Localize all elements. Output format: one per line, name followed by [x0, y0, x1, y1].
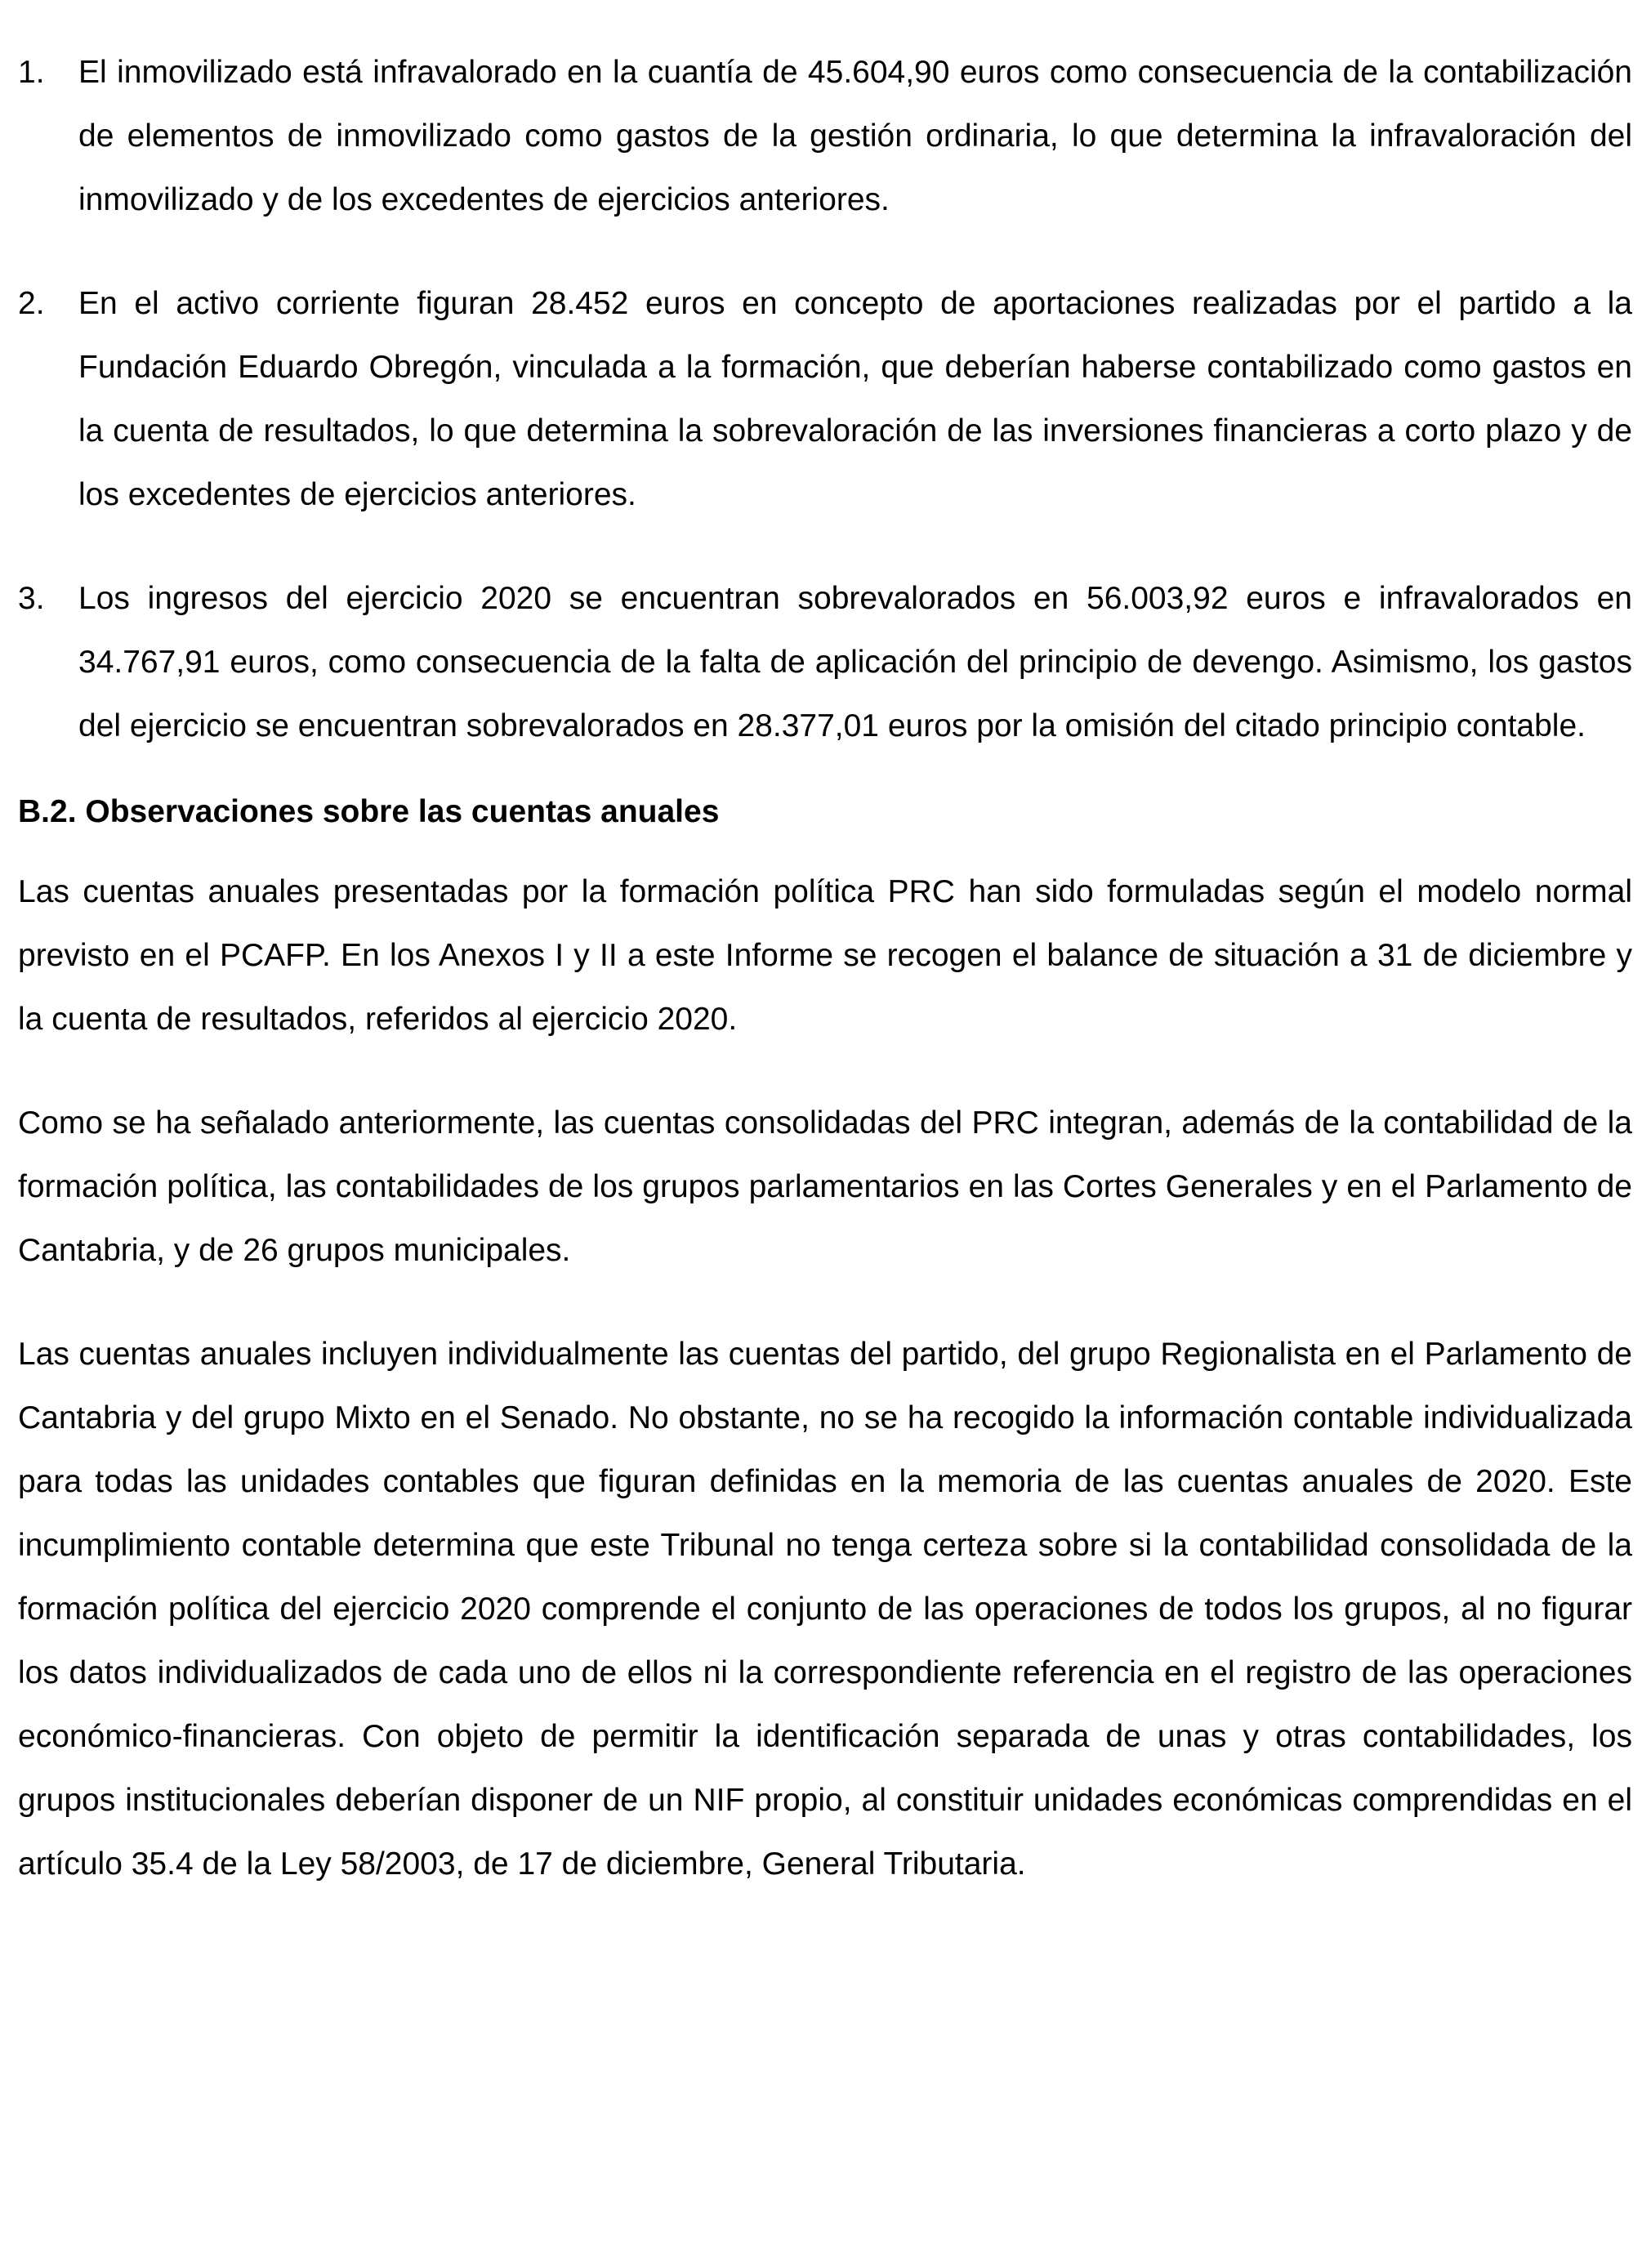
list-item-number: 2. [18, 286, 45, 321]
section-heading: B.2. Observaciones sobre las cuentas anuales [18, 794, 720, 829]
list-item-number: 1. [18, 55, 45, 90]
findings-list [18, 41, 1632, 758]
list-item-number: 3. [18, 581, 45, 616]
document-page [18, 41, 1632, 1936]
list-item-text: El inmovilizado está infravalorado en la cuantía de 45.604,90 euros como consecuencia de la contabilización de elementos de inmovilizado como gastos de la gestión ordinaria, lo que determina la infravaloración del inmovilizado y de los excedentes de ejercicios anteriores. [78, 55, 1632, 217]
list-item-text: Los ingresos del ejercicio 2020 se encuentran sobrevalorados en 56.003,92 euros e infravalorados en 34.767,91 euros, como consecuencia de la falta de aplicación del principio de devengo. Asimismo, los gastos del ejercicio se encuentran sobrevalorados en 28.377,01 euros por la omisión del citado principio contable. [78, 581, 1632, 743]
list-item [18, 41, 1632, 232]
paragraph: Las cuentas anuales incluyen individualmente las cuentas del partido, del grupo Regionalista en el Parlamento de Cantabria y del grupo Mixto en el Senado. No obstante, no se ha recogido la información contable individualizada para todas las unidades contables que figuran definidas en la memoria de las cuentas anuales de 2020. Este incumplimiento contable determina que este Tribunal no tenga certeza sobre si la contabilidad consolidada de la formación política del ejercicio 2020 comprende el conjunto de las operaciones de todos los grupos, al no figurar los datos individualizados de cada uno de ellos ni la correspondiente referencia en el registro de las operaciones económico-financieras. Con objeto de permitir la identificación separada de unas y otras contabilidades, los grupos institucionales deberían disponer de un NIF propio, al constituir unidades económicas comprendidas en el artículo 35.4 de la Ley 58/2003, de 17 de diciembre, General Tributaria. [18, 1337, 1632, 1882]
paragraph: Las cuentas anuales presentadas por la formación política PRC han sido formuladas según el modelo normal previsto en el PCAFP. En los Anexos I y II a este Informe se recogen el balance de situación a 31 de diciembre y la cuenta de resultados, referidos al ejercicio 2020. [18, 874, 1632, 1037]
paragraph: Como se ha señalado anteriormente, las cuentas consolidadas del PRC integran, además de la contabilidad de la formación política, las contabilidades de los grupos parlamentarios en las Cortes Generales y en el Parlamento de Cantabria, y de 26 grupos municipales. [18, 1105, 1632, 1268]
list-item [18, 272, 1632, 527]
list-item-text: En el activo corriente figuran 28.452 euros en concepto de aportaciones realizadas por el partido a la Fundación Eduardo Obregón, vinculada a la formación, que deberían haberse contabilizado como gastos en la cuenta de resultados, lo que determina la sobrevaloración de las inversiones financieras a corto plazo y de los excedentes de ejercicios anteriores. [78, 286, 1632, 512]
list-item [18, 567, 1632, 758]
